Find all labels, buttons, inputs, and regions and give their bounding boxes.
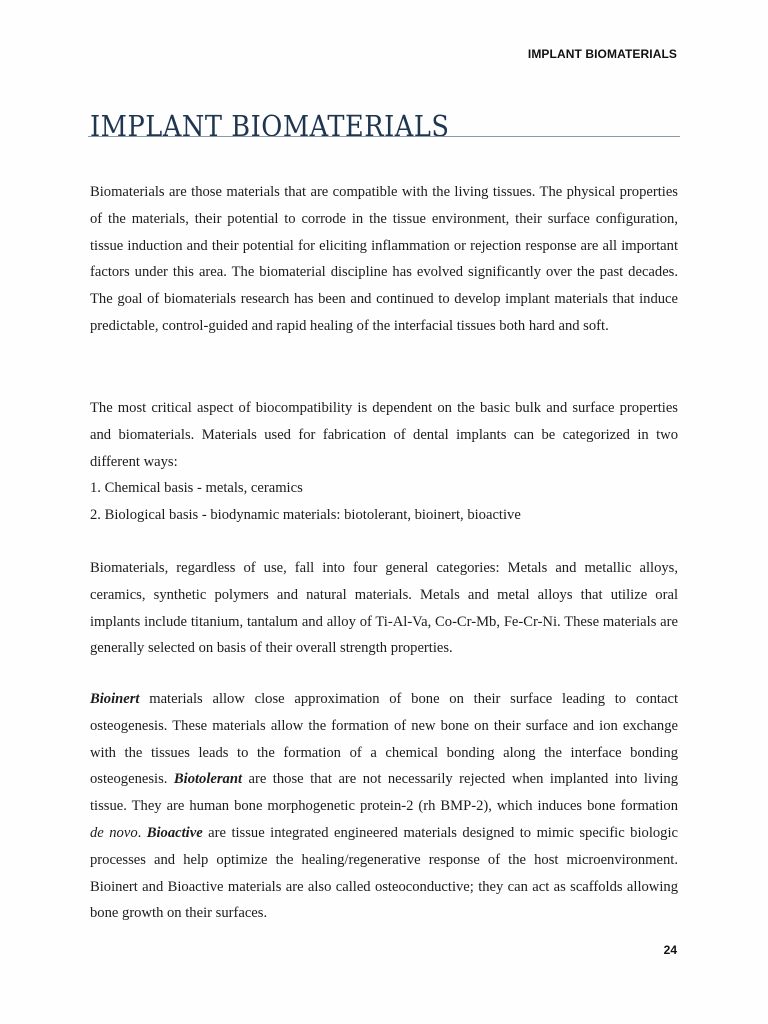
paragraph-text: The most critical aspect of biocompatibility is dependent on the basic bulk and surface properties and biomaterials. Materials used for fabrication of dental implants can be categorized in two different ways:: [90, 400, 678, 470]
paragraph-text: [90, 686, 678, 927]
paragraph-bioinert-biotolerant-bioactive: [90, 686, 678, 927]
running-header: IMPLANT BIOMATERIALS: [527, 47, 677, 61]
page-title: IMPLANT BIOMATERIALS: [90, 110, 450, 144]
text-segment: .: [137, 824, 147, 841]
latin-phrase-de-novo: de novo: [90, 824, 138, 841]
text-segment: are tissue integrated engineered materials designed to mimic specific biologic processes and help optimize the healing/regenerative response of the host microenvironment. Bioinert and Bioactive materials are also called osteoconductive; they can act as scaffolds allowing bone growth on their surfaces.: [90, 824, 679, 922]
paragraph-text: Biomaterials are those materials that are compatible with the living tissues. The physical properties of the materials, their potential to corrode in the tissue environment, their surface configuration, tissue induction and their potential for eliciting inflammation or rejection response are all important factors under this area. The biomaterial discipline has evolved significantly over the past decades. The goal of biomaterials research has been and continued to develop implant materials that induce predictable, control-guided and rapid healing of the interfacial tissues both hard and soft.: [90, 184, 678, 334]
title-divider: [88, 136, 680, 137]
paragraph-text: Biomaterials, regardless of use, fall into four general categories: Metals and metallic alloys, ceramics, synthetic polymers and natural materials. Metals and metal alloys that utilize oral implants include titanium, tantalum and alloy of Ti-Al-Va, Co-Cr-Mb, Fe-Cr-Ni. These materials are generally selected on basis of their overall strength properties.: [90, 560, 678, 657]
paragraph-biomaterials-intro: [90, 179, 678, 340]
text-segment: are those that are not necessarily rejected when implanted into living tissue. They are human bone morphogenetic protein-2 (rh BMP-2), which induces bone formation: [90, 771, 678, 815]
list-item-chemical-basis: 1. Chemical basis - metals, ceramics: [90, 480, 303, 497]
page-number: 24: [663, 943, 677, 957]
paragraph-categories: [90, 555, 678, 662]
list-item-biological-basis: 2. Biological basis - biodynamic materials: biotolerant, bioinert, bioactive: [90, 507, 521, 524]
paragraph-biocompatibility: [90, 395, 678, 529]
term-bioactive: Bioactive: [146, 824, 203, 841]
text-segment: materials allow close approximation of bone on their surface leading to contact osteogenesis. These materials allow the formation of new bone on their surface and ion exchange with the tissues leads to the formation of a chemical bonding along the interface bonding osteogenesis.: [90, 691, 678, 788]
term-biotolerant: Biotolerant: [173, 771, 243, 788]
term-bioinert: Bioinert: [90, 691, 140, 707]
